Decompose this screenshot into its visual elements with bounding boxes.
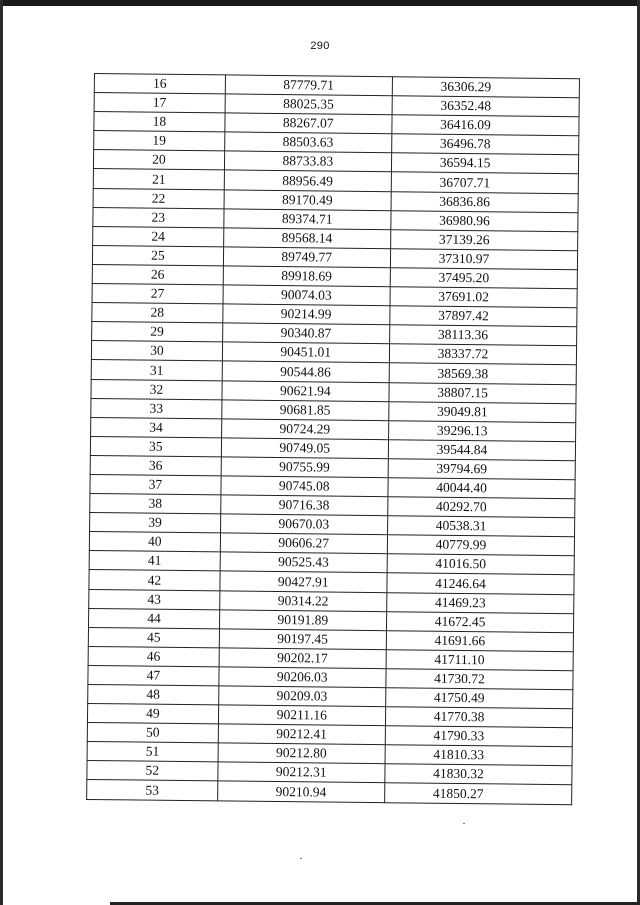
value-a-cell: 88956.49	[224, 170, 391, 191]
value-b-cell: 41016.50	[387, 554, 574, 575]
value-a-cell: 90212.31	[218, 762, 385, 783]
row-index-cell: 27	[92, 284, 223, 305]
row-index-cell: 19	[94, 131, 225, 152]
row-index-cell: 31	[91, 360, 222, 381]
row-index-cell: 29	[92, 322, 223, 343]
page-number: 290	[310, 40, 330, 52]
value-a-cell: 90681.85	[222, 399, 389, 420]
row-index-cell: 38	[90, 494, 221, 515]
value-a-cell: 90621.94	[222, 380, 389, 401]
value-b-cell: 41246.64	[387, 573, 574, 594]
value-b-cell: 41730.72	[386, 669, 573, 690]
row-index-cell: 21	[93, 169, 224, 190]
row-index-cell: 30	[91, 341, 222, 362]
row-index-cell: 25	[92, 245, 223, 266]
scan-edge-left	[0, 0, 3, 905]
value-b-cell: 41790.33	[385, 726, 572, 747]
value-b-cell: 41469.23	[386, 592, 573, 613]
row-index-cell: 18	[94, 112, 225, 133]
value-b-cell: 38113.36	[389, 325, 576, 346]
value-a-cell: 87779.71	[225, 75, 392, 96]
value-b-cell: 36496.78	[391, 134, 578, 155]
row-index-cell: 28	[92, 303, 223, 324]
value-b-cell: 39049.81	[388, 401, 575, 422]
value-b-cell: 41750.49	[385, 688, 572, 709]
value-a-cell: 90314.22	[219, 590, 386, 611]
data-table	[86, 73, 580, 805]
value-a-cell: 88025.35	[225, 94, 392, 115]
value-a-cell: 90745.08	[221, 476, 388, 497]
value-b-cell: 38807.15	[389, 382, 576, 403]
value-a-cell: 90214.99	[223, 304, 390, 325]
value-a-cell: 90670.03	[220, 514, 387, 535]
value-a-cell: 90074.03	[223, 285, 390, 306]
value-b-cell: 36306.29	[392, 77, 579, 98]
row-index-cell: 42	[89, 570, 220, 591]
value-a-cell: 88733.83	[224, 151, 391, 172]
row-index-cell: 51	[87, 742, 218, 763]
value-b-cell: 41830.32	[385, 764, 572, 785]
row-index-cell: 43	[89, 589, 220, 610]
value-b-cell: 41711.10	[386, 650, 573, 671]
value-a-cell: 90211.16	[218, 705, 385, 726]
value-b-cell: 39794.69	[388, 459, 575, 480]
row-index-cell: 32	[91, 379, 222, 400]
value-b-cell: 41691.66	[386, 630, 573, 651]
row-index-cell: 36	[90, 455, 221, 476]
row-index-cell: 39	[90, 513, 221, 534]
value-a-cell: 90340.87	[222, 323, 389, 344]
row-index-cell: 52	[87, 761, 218, 782]
row-index-cell: 47	[88, 665, 219, 686]
row-index-cell: 34	[91, 417, 222, 438]
row-index-cell: 45	[88, 627, 219, 648]
row-index-cell: 26	[92, 264, 223, 285]
value-a-cell: 90197.45	[219, 629, 386, 650]
row-index-cell: 35	[90, 436, 221, 457]
value-b-cell: 40538.31	[387, 516, 574, 537]
value-b-cell: 37691.02	[390, 287, 577, 308]
value-a-cell: 89749.77	[223, 247, 390, 268]
value-b-cell: 39544.84	[388, 439, 575, 460]
value-a-cell: 90212.41	[218, 724, 385, 745]
value-b-cell: 36416.09	[392, 115, 579, 136]
value-a-cell: 88503.63	[224, 132, 391, 153]
row-index-cell: 46	[88, 646, 219, 667]
row-index-cell: 44	[89, 608, 220, 629]
row-index-cell: 22	[93, 188, 224, 209]
value-a-cell: 90716.38	[221, 495, 388, 516]
value-a-cell: 90451.01	[222, 342, 389, 363]
value-b-cell: 41850.27	[384, 783, 571, 804]
value-b-cell: 36352.48	[392, 96, 579, 117]
value-a-cell: 90212.80	[218, 743, 385, 764]
value-b-cell: 36594.15	[391, 153, 578, 174]
value-a-cell: 89170.49	[224, 189, 391, 210]
value-a-cell: 89374.71	[224, 209, 391, 230]
value-a-cell: 88267.07	[225, 113, 392, 134]
table-body	[87, 74, 580, 805]
row-index-cell: 41	[89, 551, 220, 572]
value-a-cell: 90191.89	[219, 610, 386, 631]
value-a-cell: 90724.29	[221, 419, 388, 440]
row-index-cell: 53	[87, 780, 218, 801]
value-a-cell: 89918.69	[223, 266, 390, 287]
row-index-cell: 24	[93, 226, 224, 247]
value-b-cell: 38337.72	[389, 344, 576, 365]
value-b-cell: 39296.13	[388, 420, 575, 441]
row-index-cell: 23	[93, 207, 224, 228]
value-a-cell: 89568.14	[223, 228, 390, 249]
value-a-cell: 90525.43	[220, 552, 387, 573]
value-b-cell: 36980.96	[391, 210, 578, 231]
value-a-cell: 90606.27	[220, 533, 387, 554]
row-index-cell: 48	[88, 684, 219, 705]
row-index-cell: 37	[90, 474, 221, 495]
row-index-cell: 17	[94, 93, 225, 114]
row-index-cell: 49	[87, 704, 218, 725]
value-a-cell: 90544.86	[222, 361, 389, 382]
value-b-cell: 41810.33	[385, 745, 572, 766]
value-b-cell: 38569.38	[389, 363, 576, 384]
value-b-cell: 37495.20	[390, 268, 577, 289]
value-b-cell: 40292.70	[387, 497, 574, 518]
value-b-cell: 40044.40	[388, 478, 575, 499]
value-b-cell: 41770.38	[385, 707, 572, 728]
value-b-cell: 36836.86	[391, 191, 578, 212]
value-b-cell: 37310.97	[390, 249, 577, 270]
value-a-cell: 90202.17	[219, 648, 386, 669]
table-row	[87, 780, 572, 804]
value-b-cell: 40779.99	[387, 535, 574, 556]
scan-speck	[300, 858, 302, 859]
value-b-cell: 37897.42	[390, 306, 577, 327]
row-index-cell: 16	[94, 74, 225, 95]
value-a-cell: 90749.05	[221, 438, 388, 459]
row-index-cell: 20	[93, 150, 224, 171]
value-a-cell: 90210.94	[217, 781, 384, 802]
value-a-cell: 90206.03	[219, 667, 386, 688]
value-b-cell: 36707.71	[391, 172, 578, 193]
value-a-cell: 90209.03	[218, 686, 385, 707]
row-index-cell: 33	[91, 398, 222, 419]
value-b-cell: 41672.45	[386, 611, 573, 632]
scan-speck	[463, 823, 465, 824]
value-a-cell: 90427.91	[220, 571, 387, 592]
value-a-cell: 90755.99	[221, 457, 388, 478]
value-b-cell: 37139.26	[390, 229, 577, 250]
row-index-cell: 40	[89, 532, 220, 553]
row-index-cell: 50	[87, 723, 218, 744]
scan-edge-top	[0, 0, 640, 6]
